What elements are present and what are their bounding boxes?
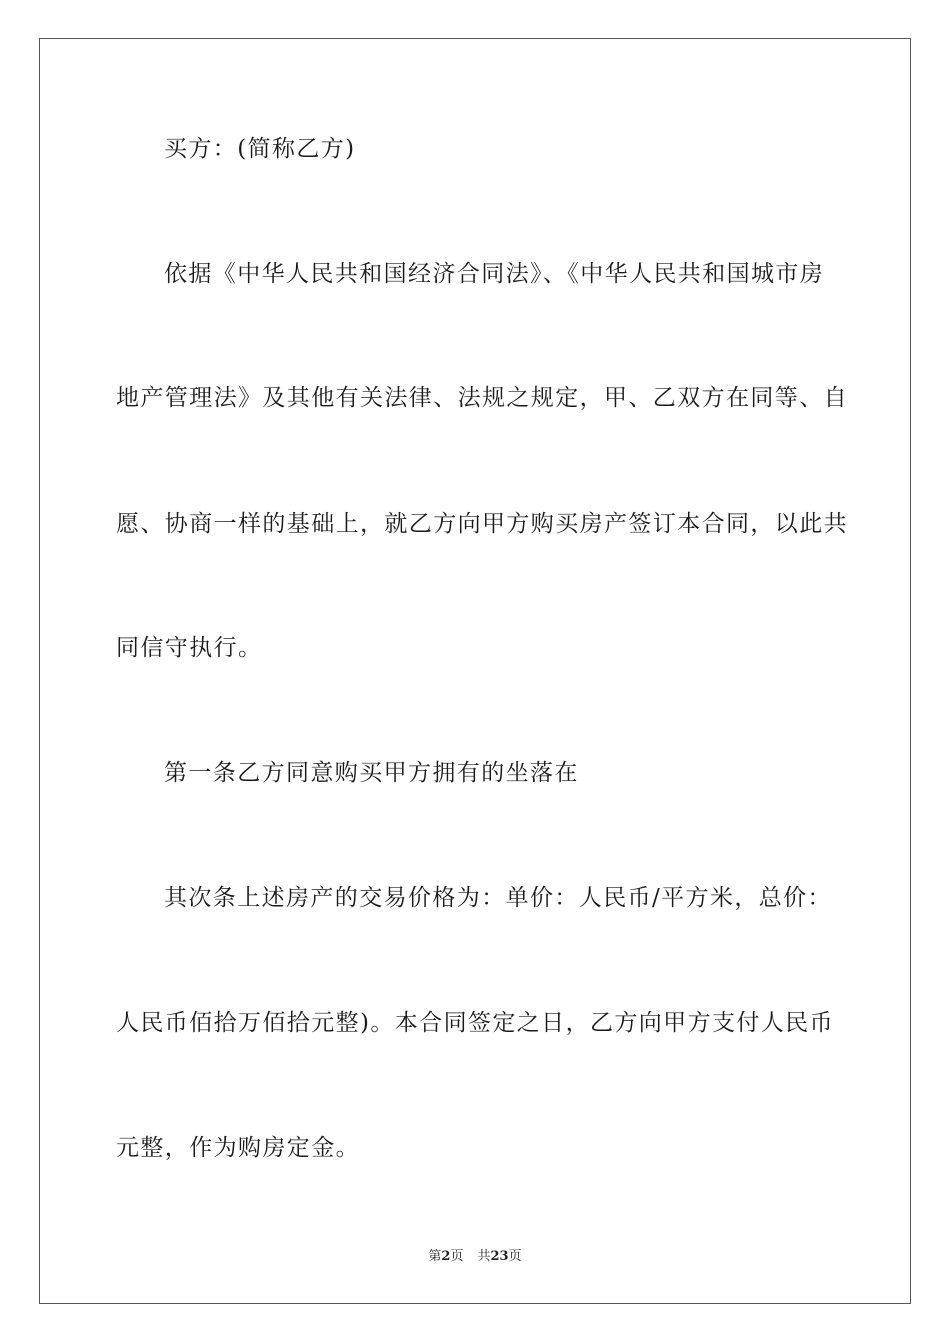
total-pages: 23	[490, 1249, 509, 1264]
page-number: 2	[441, 1249, 451, 1264]
total-suffix: 页	[508, 1249, 522, 1264]
page-footer	[0, 1248, 950, 1266]
page-prefix: 第	[428, 1249, 442, 1264]
paragraph-line: 地产管理法》及其他有关法律、法规之规定，甲、乙双方在同等、自	[116, 385, 848, 411]
article-two-line: 其次条上述房产的交易价格为：单价：人民币/平方米，总价：	[164, 885, 832, 911]
article-one-line: 第一条乙方同意购买甲方拥有的坐落在	[164, 760, 579, 786]
page-border	[39, 38, 911, 1304]
paragraph-line: 愿、协商一样的基础上，就乙方向甲方购买房产签订本合同，以此共	[116, 511, 848, 537]
paragraph-line: 依据《中华人民共和国经济合同法》、《中华人民共和国城市房	[164, 261, 825, 287]
paragraph-line: 同信守执行。	[116, 635, 263, 661]
buyer-line: 买方：(简称乙方)	[164, 136, 356, 162]
total-prefix: 共	[477, 1249, 491, 1264]
paragraph-line: 人民币佰拾万佰拾元整)。本合同签定之日，乙方向甲方支付人民币	[116, 1010, 834, 1036]
page-suffix: 页	[450, 1249, 464, 1264]
paragraph-line: 元整，作为购房定金。	[116, 1135, 360, 1161]
